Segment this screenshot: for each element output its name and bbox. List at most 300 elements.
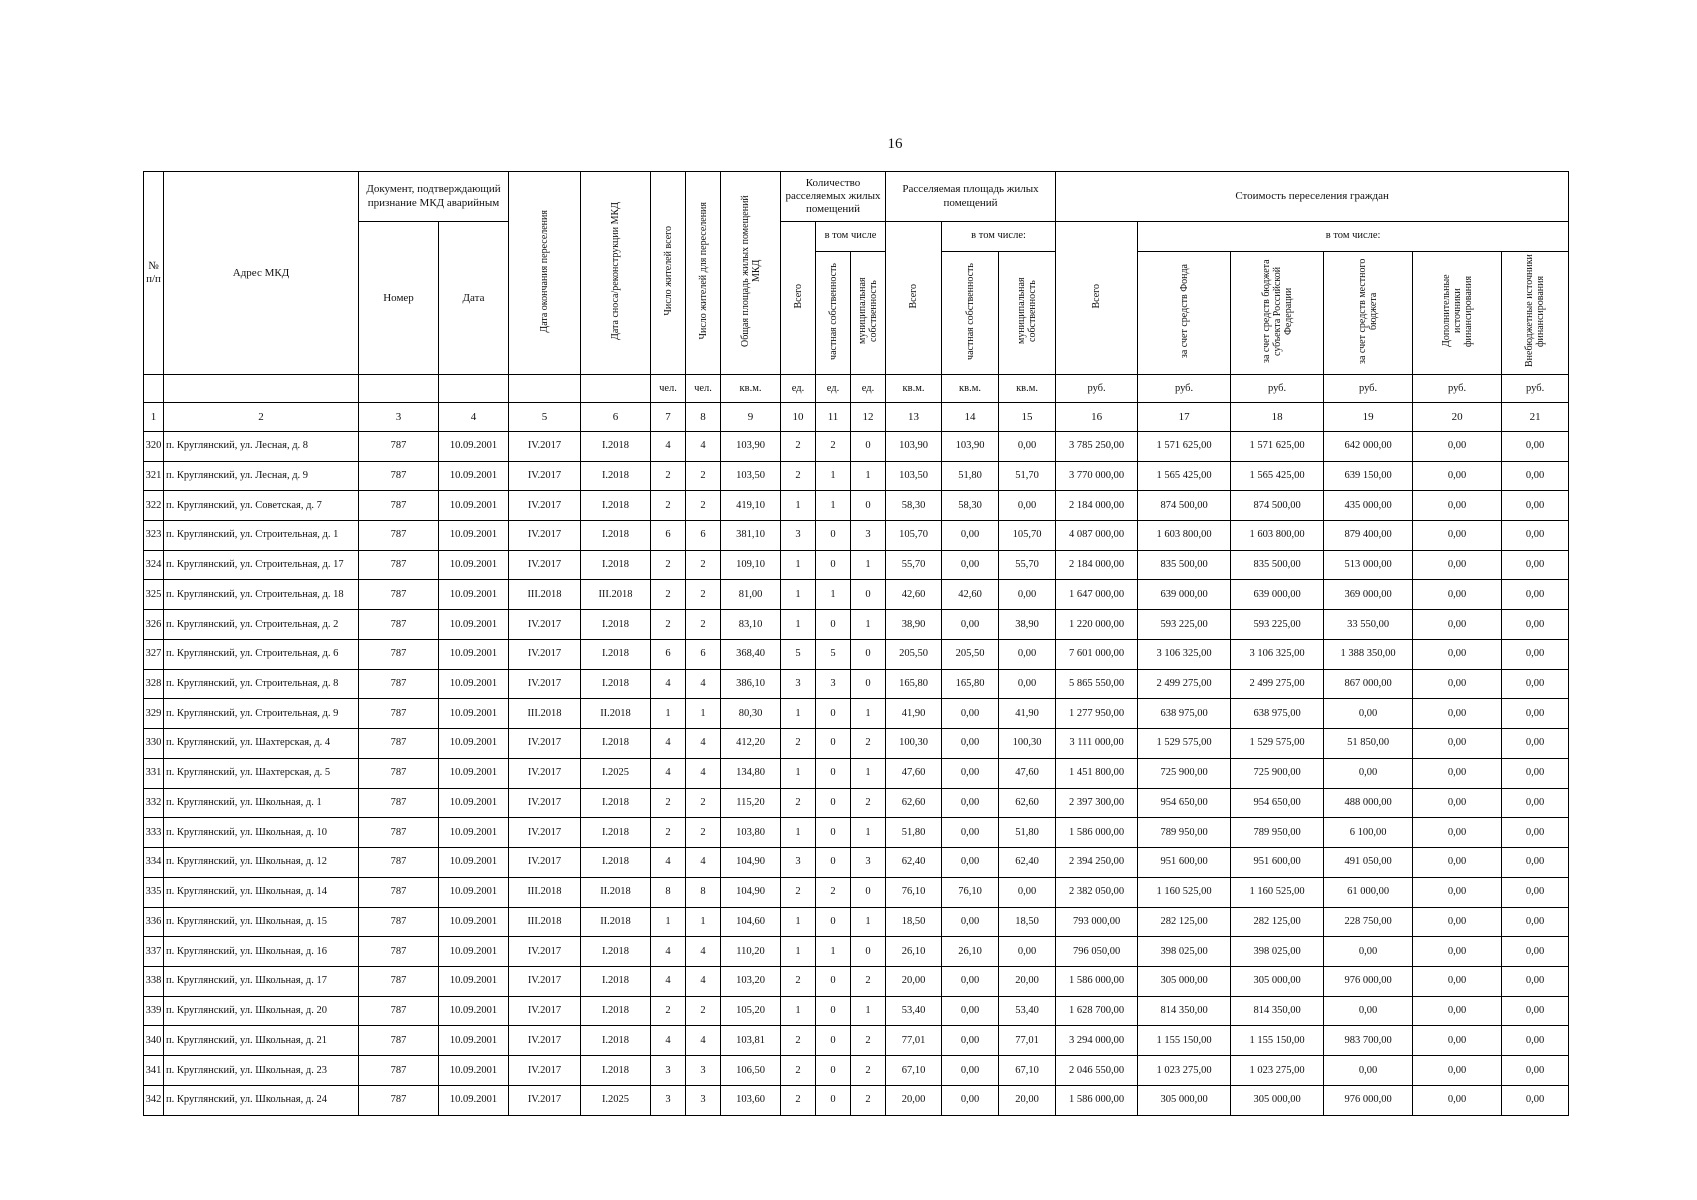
header-extrabudget: Внебюджетные источники финансирования: [1502, 252, 1569, 375]
table-cell: 1 529 575,00: [1138, 729, 1231, 759]
table-cell: 951 600,00: [1138, 848, 1231, 878]
table-cell: 4: [651, 848, 686, 878]
table-cell: 134,80: [721, 758, 781, 788]
table-cell: 368,40: [721, 639, 781, 669]
table-cell: 4 087 000,00: [1056, 520, 1138, 550]
table-row: [144, 550, 1569, 580]
table-cell: IV.2017: [509, 610, 581, 640]
header-qty-including: в том числе: [816, 222, 886, 252]
table-cell: 1 603 800,00: [1138, 520, 1231, 550]
column-number: 2: [164, 403, 359, 432]
table-cell: 331: [144, 758, 164, 788]
table-cell: 83,10: [721, 610, 781, 640]
header-additional: Дополнительные источники финансирования: [1413, 252, 1502, 375]
table-cell: 0: [816, 758, 851, 788]
table-cell: 10.09.2001: [439, 610, 509, 640]
table-row: [144, 967, 1569, 997]
table-cell: 4: [686, 758, 721, 788]
table-cell: 2: [686, 996, 721, 1026]
column-number: 15: [999, 403, 1056, 432]
table-cell: 205,50: [942, 639, 999, 669]
table-cell: 1: [781, 758, 816, 788]
table-cell: 814 350,00: [1138, 996, 1231, 1026]
table-cell: 1 586 000,00: [1056, 967, 1138, 997]
table-cell: 0,00: [1413, 431, 1502, 461]
table-cell: 104,60: [721, 907, 781, 937]
table-cell: 305 000,00: [1138, 967, 1231, 997]
table-cell: 103,50: [721, 461, 781, 491]
table-cell: 2: [651, 550, 686, 580]
page-number: 16: [887, 136, 903, 152]
table-cell: 2: [851, 729, 886, 759]
column-number: 13: [886, 403, 942, 432]
header-document: Документ, подтверждающий признание МКД аварийным: [359, 172, 509, 222]
table-cell: IV.2017: [509, 669, 581, 699]
table-cell: 787: [359, 431, 439, 461]
table-cell: 2: [651, 580, 686, 610]
table-row: [144, 520, 1569, 550]
address-cell: п. Круглянский, ул. Школьная, д. 23: [164, 1056, 359, 1086]
table-cell: 10.09.2001: [439, 937, 509, 967]
column-numbers-row: [144, 403, 1569, 432]
table-cell: 398 025,00: [1138, 937, 1231, 967]
table-cell: 10.09.2001: [439, 520, 509, 550]
table-cell: 3 106 325,00: [1231, 639, 1324, 669]
table-cell: 4: [686, 729, 721, 759]
table-cell: 2: [781, 1026, 816, 1056]
table-cell: 787: [359, 848, 439, 878]
table-cell: 334: [144, 848, 164, 878]
table-cell: 3: [686, 1056, 721, 1086]
table-cell: 1 603 800,00: [1231, 520, 1324, 550]
table-cell: 4: [651, 669, 686, 699]
table-cell: 33 550,00: [1324, 610, 1413, 640]
table-cell: 2: [781, 729, 816, 759]
table-cell: 6 100,00: [1324, 818, 1413, 848]
header-total-area: Общая площадь жилых помещений МКД: [721, 172, 781, 375]
table-cell: 787: [359, 758, 439, 788]
table-cell: 10.09.2001: [439, 491, 509, 521]
table-cell: 954 650,00: [1138, 788, 1231, 818]
unit-people: чел.: [686, 375, 721, 403]
table-cell: I.2018: [581, 1026, 651, 1056]
column-number: 8: [686, 403, 721, 432]
table-cell: 0,00: [942, 996, 999, 1026]
table-cell: 339: [144, 996, 164, 1026]
header-demolition-date: Дата сноса/реконструкции МКД: [581, 172, 651, 375]
table-cell: 3: [686, 1085, 721, 1115]
table-cell: 3: [851, 848, 886, 878]
column-number: 10: [781, 403, 816, 432]
table-cell: 1 277 950,00: [1056, 699, 1138, 729]
table-row: [144, 907, 1569, 937]
table-cell: 0,00: [942, 907, 999, 937]
table-cell: 787: [359, 461, 439, 491]
table-cell: 0: [816, 729, 851, 759]
table-cell: 983 700,00: [1324, 1026, 1413, 1056]
table-cell: 2: [781, 877, 816, 907]
table-cell: 6: [686, 639, 721, 669]
table-cell: 0,00: [1413, 1026, 1502, 1056]
table-cell: I.2018: [581, 550, 651, 580]
table-cell: 51 850,00: [1324, 729, 1413, 759]
table-cell: I.2018: [581, 520, 651, 550]
table-cell: I.2018: [581, 729, 651, 759]
table-cell: 103,90: [886, 431, 942, 461]
table-cell: 1 451 800,00: [1056, 758, 1138, 788]
table-cell: 61 000,00: [1324, 877, 1413, 907]
table-cell: 0,00: [1502, 937, 1569, 967]
table-cell: 1 160 525,00: [1138, 877, 1231, 907]
table-cell: 1: [781, 907, 816, 937]
table-cell: I.2018: [581, 996, 651, 1026]
table-cell: 787: [359, 699, 439, 729]
table-cell: 0,00: [942, 550, 999, 580]
table-cell: 419,10: [721, 491, 781, 521]
table-cell: 1: [781, 550, 816, 580]
table-cell: 0,00: [1502, 907, 1569, 937]
header-doc-number: Номер: [359, 222, 439, 375]
table-cell: 488 000,00: [1324, 788, 1413, 818]
table-cell: I.2018: [581, 818, 651, 848]
address-cell: п. Круглянский, ул. Строительная, д. 17: [164, 550, 359, 580]
table-cell: 100,30: [999, 729, 1056, 759]
table-cell: 1: [686, 699, 721, 729]
table-cell: 3: [781, 848, 816, 878]
table-cell: 787: [359, 580, 439, 610]
table-cell: III.2018: [509, 699, 581, 729]
column-number: 9: [721, 403, 781, 432]
table-cell: 282 125,00: [1231, 907, 1324, 937]
table-cell: 2: [781, 967, 816, 997]
table-cell: 103,90: [721, 431, 781, 461]
header-area-total: Всего: [886, 222, 942, 375]
table-cell: 20,00: [886, 967, 942, 997]
table-cell: 3: [816, 669, 851, 699]
table-cell: 0,00: [1502, 1026, 1569, 1056]
table-cell: 1 571 625,00: [1231, 431, 1324, 461]
table-cell: 3 294 000,00: [1056, 1026, 1138, 1056]
table-cell: 103,20: [721, 967, 781, 997]
address-cell: п. Круглянский, ул. Шахтерская, д. 5: [164, 758, 359, 788]
table-cell: 0,00: [1413, 610, 1502, 640]
table-cell: 51,80: [942, 461, 999, 491]
table-cell: IV.2017: [509, 788, 581, 818]
table-row: [144, 491, 1569, 521]
address-cell: п. Круглянский, ул. Школьная, д. 24: [164, 1085, 359, 1115]
table-cell: II.2018: [581, 699, 651, 729]
table-cell: 0,00: [1502, 491, 1569, 521]
table-cell: 0,00: [1413, 967, 1502, 997]
address-cell: п. Круглянский, ул. Школьная, д. 1: [164, 788, 359, 818]
unit-cell-empty: [144, 375, 164, 403]
table-cell: 0,00: [1413, 937, 1502, 967]
address-cell: п. Круглянский, ул. Строительная, д. 8: [164, 669, 359, 699]
table-cell: 0,00: [1502, 580, 1569, 610]
table-cell: 0,00: [942, 788, 999, 818]
table-cell: I.2018: [581, 788, 651, 818]
table-cell: 2: [651, 491, 686, 521]
table-cell: 1 155 150,00: [1231, 1026, 1324, 1056]
table-cell: 115,20: [721, 788, 781, 818]
table-cell: 0,00: [1413, 550, 1502, 580]
table-cell: 381,10: [721, 520, 781, 550]
table-cell: 2: [651, 610, 686, 640]
table-cell: 10.09.2001: [439, 461, 509, 491]
table-cell: 1: [816, 937, 851, 967]
table-cell: 58,30: [886, 491, 942, 521]
table-cell: 0,00: [999, 580, 1056, 610]
table-cell: 2: [816, 877, 851, 907]
table-cell: 10.09.2001: [439, 550, 509, 580]
column-number: 21: [1502, 403, 1569, 432]
table-cell: 814 350,00: [1231, 996, 1324, 1026]
table-cell: 0,00: [1502, 758, 1569, 788]
table-cell: 67,10: [886, 1056, 942, 1086]
table-cell: 787: [359, 877, 439, 907]
table-cell: 10.09.2001: [439, 669, 509, 699]
table-cell: 1: [851, 550, 886, 580]
table-cell: 0,00: [942, 848, 999, 878]
table-cell: 0,00: [1502, 996, 1569, 1026]
table-cell: 341: [144, 1056, 164, 1086]
table-cell: 10.09.2001: [439, 1085, 509, 1115]
table-cell: 0,00: [942, 1085, 999, 1115]
table-cell: 2: [686, 818, 721, 848]
table-cell: 228 750,00: [1324, 907, 1413, 937]
header-residents-to-move: Число жителей для переселения: [686, 172, 721, 375]
header-qty-group: Количество расселяемых жилых помещений: [781, 172, 886, 222]
table-cell: IV.2017: [509, 937, 581, 967]
header-cost-total: Всего: [1056, 222, 1138, 375]
table-cell: 3: [651, 1085, 686, 1115]
table-cell: 323: [144, 520, 164, 550]
unit-people: чел.: [651, 375, 686, 403]
table-cell: 0: [816, 967, 851, 997]
table-cell: 2: [686, 610, 721, 640]
table-cell: 1 586 000,00: [1056, 818, 1138, 848]
table-cell: 954 650,00: [1231, 788, 1324, 818]
table-cell: 5: [781, 639, 816, 669]
table-cell: 796 050,00: [1056, 937, 1138, 967]
table-cell: 0,00: [1502, 669, 1569, 699]
table-cell: 2: [781, 1085, 816, 1115]
table-cell: 1 155 150,00: [1138, 1026, 1231, 1056]
column-number: 16: [1056, 403, 1138, 432]
table-cell: 725 900,00: [1138, 758, 1231, 788]
table-cell: 320: [144, 431, 164, 461]
table-cell: 67,10: [999, 1056, 1056, 1086]
table-cell: 51,80: [886, 818, 942, 848]
table-cell: 787: [359, 1056, 439, 1086]
unit-rub: руб.: [1138, 375, 1231, 403]
table-cell: 2 394 250,00: [1056, 848, 1138, 878]
table-cell: 4: [651, 1026, 686, 1056]
table-cell: 976 000,00: [1324, 967, 1413, 997]
table-cell: 0,00: [1324, 699, 1413, 729]
table-cell: 0,00: [942, 818, 999, 848]
table-cell: 1 023 275,00: [1231, 1056, 1324, 1086]
table-cell: I.2018: [581, 491, 651, 521]
table-cell: IV.2017: [509, 818, 581, 848]
table-cell: 10.09.2001: [439, 758, 509, 788]
header-area-municipal: муниципальная собственность: [999, 252, 1056, 375]
table-cell: 18,50: [999, 907, 1056, 937]
address-cell: п. Круглянский, ул. Лесная, д. 9: [164, 461, 359, 491]
address-cell: п. Круглянский, ул. Строительная, д. 6: [164, 639, 359, 669]
table-cell: 3: [851, 520, 886, 550]
table-cell: 1: [781, 996, 816, 1026]
table-cell: IV.2017: [509, 639, 581, 669]
table-cell: 20,00: [999, 967, 1056, 997]
table-cell: 2: [781, 1056, 816, 1086]
table-cell: 639 000,00: [1138, 580, 1231, 610]
table-cell: 398 025,00: [1231, 937, 1324, 967]
table-cell: 4: [651, 967, 686, 997]
table-cell: 787: [359, 1085, 439, 1115]
table-cell: 0,00: [942, 520, 999, 550]
table-cell: 322: [144, 491, 164, 521]
table-cell: 412,20: [721, 729, 781, 759]
unit-rub: руб.: [1324, 375, 1413, 403]
table-cell: 0,00: [1502, 967, 1569, 997]
table-cell: 0: [851, 877, 886, 907]
table-cell: 51,80: [999, 818, 1056, 848]
table-cell: 305 000,00: [1231, 1085, 1324, 1115]
column-number: 3: [359, 403, 439, 432]
table-cell: 336: [144, 907, 164, 937]
table-cell: 2: [781, 461, 816, 491]
unit-sqm: кв.м.: [999, 375, 1056, 403]
table-cell: 0,00: [1413, 1056, 1502, 1086]
table-cell: 4: [686, 967, 721, 997]
table-cell: IV.2017: [509, 491, 581, 521]
table-cell: 103,80: [721, 818, 781, 848]
table-cell: I.2018: [581, 461, 651, 491]
unit-cell-empty: [581, 375, 651, 403]
table-cell: I.2025: [581, 1085, 651, 1115]
table-cell: 787: [359, 610, 439, 640]
table-cell: 2: [651, 788, 686, 818]
table-cell: 38,90: [886, 610, 942, 640]
table-cell: 2: [651, 818, 686, 848]
table-cell: 491 050,00: [1324, 848, 1413, 878]
table-row: [144, 639, 1569, 669]
unit-rub: руб.: [1231, 375, 1324, 403]
table-cell: 103,60: [721, 1085, 781, 1115]
table-cell: 1 647 000,00: [1056, 580, 1138, 610]
table-cell: IV.2017: [509, 520, 581, 550]
table-cell: 638 975,00: [1138, 699, 1231, 729]
table-cell: 100,30: [886, 729, 942, 759]
table-cell: 1: [781, 818, 816, 848]
table-row: [144, 1056, 1569, 1086]
table-cell: 1 565 425,00: [1138, 461, 1231, 491]
table-cell: 0,00: [1413, 461, 1502, 491]
table-cell: 76,10: [886, 877, 942, 907]
table-cell: 787: [359, 669, 439, 699]
table-cell: 2 382 050,00: [1056, 877, 1138, 907]
table-cell: 103,81: [721, 1026, 781, 1056]
table-cell: 2: [851, 1085, 886, 1115]
table-cell: 0: [816, 996, 851, 1026]
column-number: 1: [144, 403, 164, 432]
table-cell: 340: [144, 1026, 164, 1056]
table-cell: 2: [686, 788, 721, 818]
table-cell: 1: [851, 818, 886, 848]
table-row: [144, 1085, 1569, 1115]
table-cell: 2: [651, 461, 686, 491]
column-number: 17: [1138, 403, 1231, 432]
table-cell: 2 046 550,00: [1056, 1056, 1138, 1086]
table-cell: 1 529 575,00: [1231, 729, 1324, 759]
table-cell: 4: [686, 669, 721, 699]
header-resettlement-end: Дата окончания переселения: [509, 172, 581, 375]
table-cell: 10.09.2001: [439, 967, 509, 997]
table-cell: 642 000,00: [1324, 431, 1413, 461]
table-cell: 1: [816, 580, 851, 610]
column-number: 5: [509, 403, 581, 432]
address-cell: п. Круглянский, ул. Лесная, д. 8: [164, 431, 359, 461]
table-cell: III.2018: [509, 580, 581, 610]
address-cell: п. Круглянский, ул. Школьная, д. 16: [164, 937, 359, 967]
table-cell: 867 000,00: [1324, 669, 1413, 699]
table-cell: 3: [781, 520, 816, 550]
table-cell: 8: [651, 877, 686, 907]
address-cell: п. Круглянский, ул. Строительная, д. 18: [164, 580, 359, 610]
table-cell: 0: [816, 818, 851, 848]
table-cell: 20,00: [886, 1085, 942, 1115]
table-cell: 593 225,00: [1231, 610, 1324, 640]
table-cell: 327: [144, 639, 164, 669]
table-cell: 0: [851, 937, 886, 967]
table-cell: 0,00: [999, 937, 1056, 967]
table-cell: 0: [816, 699, 851, 729]
table-cell: 205,50: [886, 639, 942, 669]
table-cell: 793 000,00: [1056, 907, 1138, 937]
table-cell: 1 220 000,00: [1056, 610, 1138, 640]
table-cell: 329: [144, 699, 164, 729]
table-cell: 639 000,00: [1231, 580, 1324, 610]
table-cell: 951 600,00: [1231, 848, 1324, 878]
table-cell: 0,00: [1502, 461, 1569, 491]
table-cell: 2 184 000,00: [1056, 491, 1138, 521]
table-cell: 1 023 275,00: [1138, 1056, 1231, 1086]
table-cell: I.2018: [581, 610, 651, 640]
table-cell: 1 565 425,00: [1231, 461, 1324, 491]
table-cell: 1 571 625,00: [1138, 431, 1231, 461]
table-cell: 4: [651, 431, 686, 461]
table-cell: 6: [651, 639, 686, 669]
table-cell: 0,00: [1502, 1085, 1569, 1115]
table-cell: 6: [686, 520, 721, 550]
table-row: [144, 996, 1569, 1026]
table-cell: 109,10: [721, 550, 781, 580]
table-cell: 0,00: [999, 431, 1056, 461]
table-cell: IV.2017: [509, 758, 581, 788]
table-cell: 1: [851, 996, 886, 1026]
column-number: 20: [1413, 403, 1502, 432]
header-cost-including: в том числе:: [1138, 222, 1569, 252]
table-cell: 787: [359, 1026, 439, 1056]
table-cell: 789 950,00: [1138, 818, 1231, 848]
table-cell: III.2018: [581, 580, 651, 610]
table-cell: 1: [651, 699, 686, 729]
table-cell: 2: [816, 431, 851, 461]
table-cell: 593 225,00: [1138, 610, 1231, 640]
table-cell: I.2025: [581, 758, 651, 788]
table-cell: 58,30: [942, 491, 999, 521]
